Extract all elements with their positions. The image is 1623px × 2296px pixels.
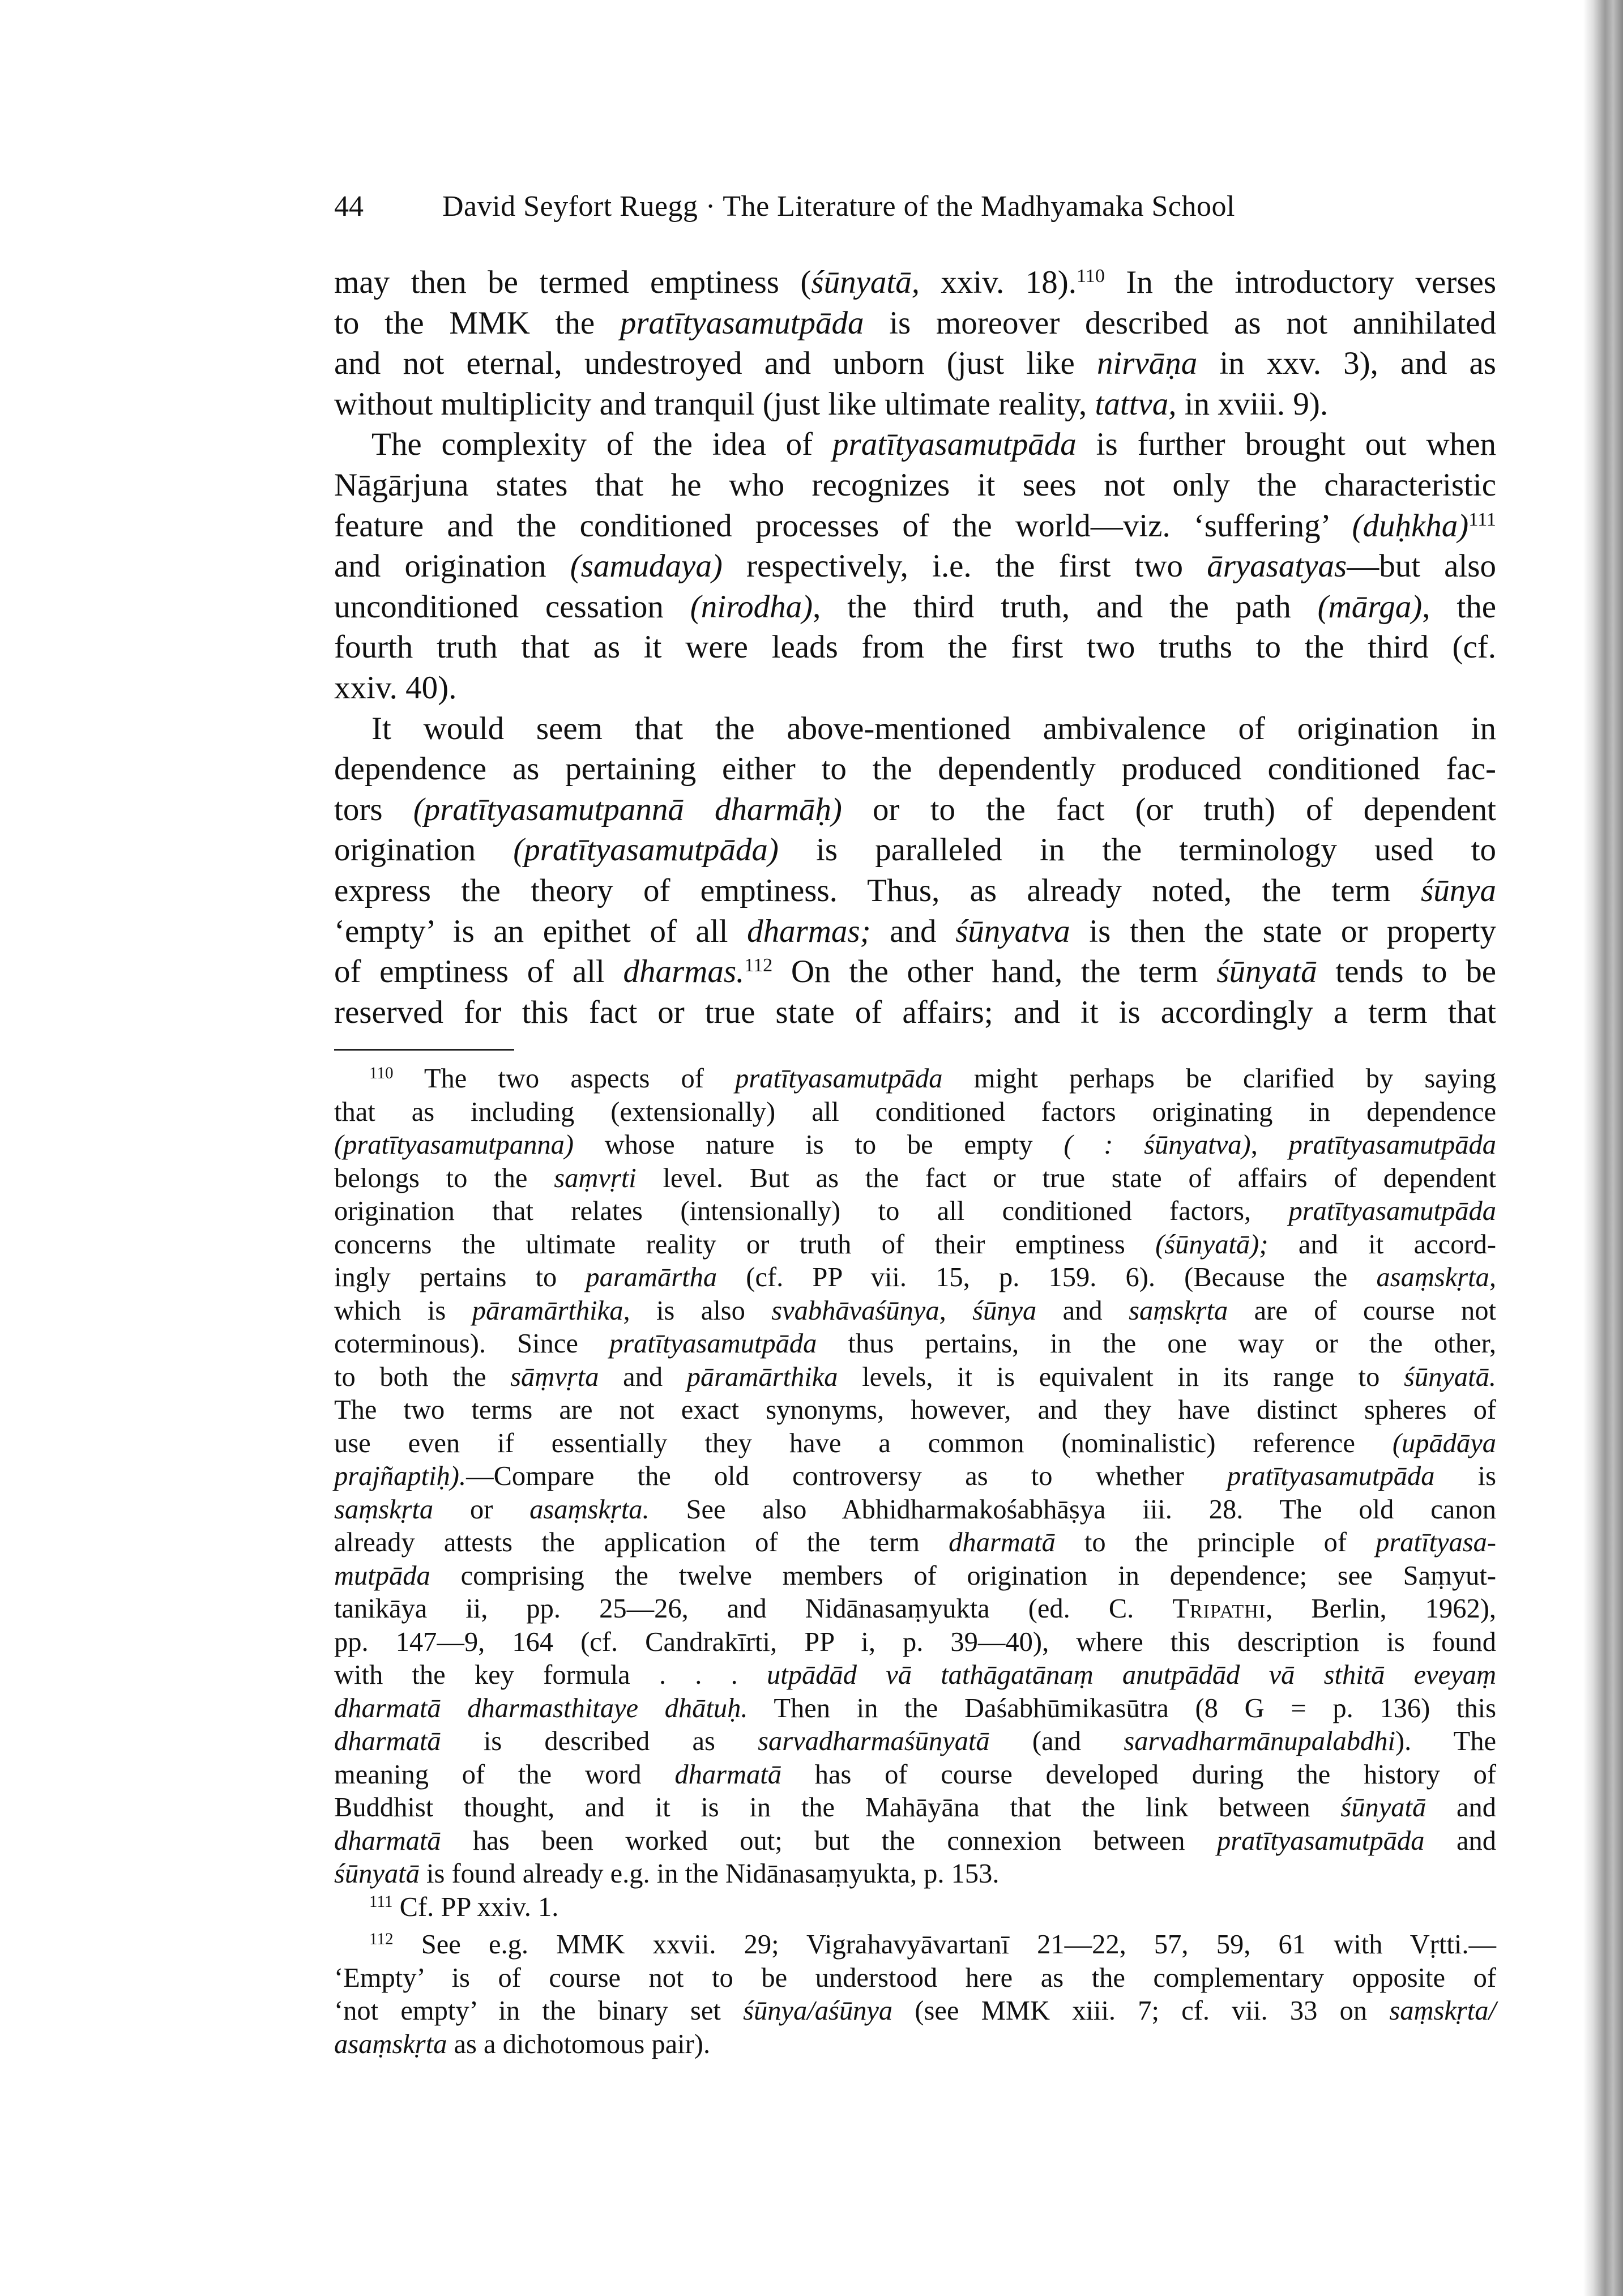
italic-term: śūnya bbox=[1421, 872, 1496, 908]
roman-text: or to the fact (or truth) of dependent bbox=[842, 791, 1497, 827]
text-line bbox=[334, 2028, 1496, 2062]
footnote-marker: 110 bbox=[369, 1064, 394, 1082]
roman-text: unconditioned cessation bbox=[334, 588, 690, 625]
text-line bbox=[334, 1759, 1496, 1792]
roman-text: is also bbox=[630, 1295, 772, 1326]
italic-term: pratītyasamutpāda bbox=[620, 305, 864, 341]
roman-text: level. But as the fact or true state of affairs of dependent bbox=[636, 1163, 1496, 1193]
italic-term: saṃskṛta bbox=[334, 1494, 434, 1525]
text-line bbox=[334, 1427, 1496, 1461]
roman-text: xxiv. 40). bbox=[334, 669, 457, 706]
roman-text: Nāgārjuna states that he who recognizes it sees not only the characteristic bbox=[334, 467, 1496, 503]
roman-text: —but also bbox=[1347, 548, 1496, 584]
italic-term: (pratītyasamutpanna) bbox=[334, 1130, 574, 1160]
footnote bbox=[334, 1928, 1496, 2061]
italic-term: pratītyasamutpāda bbox=[1217, 1825, 1425, 1856]
roman-text: and not eternal, undestroyed and unborn (just like bbox=[334, 345, 1097, 382]
text-line bbox=[334, 911, 1496, 952]
roman-text: In the introductory verses bbox=[1104, 264, 1496, 300]
italic-term: pratītyasa- bbox=[1376, 1527, 1496, 1557]
roman-text: origination that relates (intensionally) to all conditioned factors, bbox=[334, 1196, 1289, 1226]
italic-term: asaṃskṛta. bbox=[529, 1494, 650, 1525]
roman-text: and bbox=[1036, 1295, 1129, 1326]
italic-term: (nirodha) bbox=[690, 588, 813, 625]
italic-term: śūnyatā bbox=[1216, 954, 1317, 990]
roman-text: of emptiness of all bbox=[334, 954, 623, 990]
roman-text: reserved for this fact or true state of affairs; and it is accordingly a term that bbox=[334, 994, 1496, 1030]
text-line bbox=[334, 830, 1496, 870]
footnotes bbox=[334, 1062, 1496, 2061]
roman-text: , the bbox=[1422, 588, 1497, 625]
text-line bbox=[334, 749, 1496, 789]
roman-text: use even if essentially they have a common (nominalistic) reference bbox=[334, 1428, 1393, 1458]
italic-term: saṃskṛta/ bbox=[1389, 1996, 1496, 2026]
main-text bbox=[334, 262, 1496, 1032]
italic-term: śūnyatā. bbox=[1403, 1362, 1496, 1392]
roman-text: coterminous). Since bbox=[334, 1329, 609, 1359]
running-header bbox=[334, 190, 1501, 224]
roman-text: (cf. PP vii. 15, p. 159. 6). (Because the bbox=[717, 1262, 1377, 1292]
roman-text: Then in the Daśabhūmikasūtra (8 G = p. 136) this bbox=[748, 1693, 1496, 1723]
text-line bbox=[334, 1962, 1496, 1995]
italic-term: pratītyasamutpāda bbox=[735, 1064, 943, 1094]
roman-text: ingly pertains to bbox=[334, 1262, 586, 1292]
scan-binding-edge bbox=[1583, 0, 1623, 2296]
roman-text: tanikāya ii, pp. 25—26, and Nidānasaṃyukta (ed. C. bbox=[334, 1594, 1173, 1624]
roman-text: and it accord- bbox=[1268, 1229, 1496, 1260]
roman-text: fourth truth that as it were leads from the first two truths to the third (cf. bbox=[334, 629, 1496, 665]
roman-text: The complexity of the idea of bbox=[371, 426, 833, 463]
footnote-marker: 111 bbox=[369, 1892, 393, 1911]
text-line bbox=[334, 1295, 1496, 1328]
italic-term: (upādāya bbox=[1392, 1428, 1496, 1458]
text-line bbox=[334, 262, 1496, 303]
text-line bbox=[334, 1825, 1496, 1858]
roman-text: concerns the ultimate reality or truth of their emptiness bbox=[334, 1229, 1156, 1260]
text-line bbox=[334, 1460, 1496, 1493]
roman-text: without multiplicity and tranquil (just like ultimate reality, bbox=[334, 386, 1095, 422]
italic-term: (duḥkha) bbox=[1352, 507, 1469, 544]
roman-text: has of course developed during the history of bbox=[781, 1759, 1496, 1790]
italic-term: āryasatyas bbox=[1207, 548, 1347, 584]
roman-text: —Compare the old controversy as to whether bbox=[466, 1461, 1228, 1491]
text-line bbox=[334, 424, 1496, 465]
roman-text: comprising the twelve members of origination in dependence; see Saṃyut- bbox=[430, 1560, 1496, 1591]
roman-text: to the principle of bbox=[1055, 1527, 1376, 1557]
roman-text: and bbox=[599, 1362, 687, 1392]
text-line bbox=[334, 627, 1496, 668]
text-line bbox=[334, 709, 1496, 749]
text-line bbox=[334, 1195, 1496, 1228]
footnote-marker: 112 bbox=[744, 955, 773, 976]
roman-text: might perhaps be clarified by saying bbox=[942, 1064, 1496, 1094]
italic-term: dharmatā bbox=[334, 1726, 441, 1756]
roman-text: Buddhist thought, and it is in the Mahāyāna that the link between bbox=[334, 1793, 1341, 1823]
roman-text: meaning of the word bbox=[334, 1759, 675, 1790]
italic-term: (pratītyasamutpannā dharmāḥ) bbox=[413, 791, 842, 827]
text-line bbox=[334, 1928, 1496, 1962]
roman-text: is bbox=[1434, 1461, 1496, 1491]
italic-term: svabhāvaśūnya, śūnya bbox=[771, 1295, 1037, 1326]
roman-text: is paralleled in the terminology used to bbox=[778, 832, 1496, 868]
text-line bbox=[334, 1129, 1496, 1162]
roman-text: in xxv. 3), and as bbox=[1197, 345, 1496, 382]
roman-text: ‘not empty’ in the binary set bbox=[334, 1996, 744, 2026]
italic-term: śūnyatva bbox=[955, 913, 1070, 949]
roman-text: , Berlin, 1962), bbox=[1266, 1594, 1496, 1624]
roman-text: (see MMK xiii. 7; cf. vii. 33 on bbox=[892, 1996, 1390, 2026]
roman-text: in xviii. 9). bbox=[1176, 386, 1329, 422]
roman-text: See also Abhidharmakośabhāṣya iii. 28. The old canon bbox=[649, 1494, 1496, 1525]
roman-text: It would seem that the above-mentioned ambivalence of origination in bbox=[371, 710, 1496, 746]
italic-term: dharmatā bbox=[674, 1759, 781, 1790]
roman-text: and bbox=[1426, 1793, 1496, 1823]
italic-term: dharmas. bbox=[623, 954, 745, 990]
roman-text: ‘empty’ is an epithet of all bbox=[334, 913, 748, 949]
roman-text: is described as bbox=[441, 1726, 758, 1756]
text-line bbox=[334, 1858, 1496, 1891]
small-caps-name: Tripathi bbox=[1172, 1594, 1266, 1624]
roman-text: and bbox=[1424, 1825, 1496, 1856]
roman-text: has been worked out; but the connexion between bbox=[441, 1825, 1218, 1856]
roman-text: are of course not bbox=[1228, 1295, 1496, 1326]
text-line bbox=[334, 546, 1496, 587]
italic-term: paramārtha bbox=[586, 1262, 717, 1292]
roman-text: thus pertains, in the one way or the other, bbox=[817, 1329, 1497, 1359]
italic-term: saṃskṛta bbox=[1129, 1295, 1228, 1326]
italic-term: (śūnyatā); bbox=[1155, 1229, 1268, 1260]
roman-text: is found already e.g. in the Nidānasaṃyukta, p. 153. bbox=[419, 1859, 1000, 1889]
italic-term: sāṃvṛta bbox=[510, 1362, 599, 1392]
text-line bbox=[334, 668, 1496, 709]
italic-term: dharmas; bbox=[747, 913, 871, 949]
text-line bbox=[334, 1995, 1496, 2028]
text-line bbox=[334, 870, 1496, 911]
text-line bbox=[334, 1891, 1496, 1924]
text-line bbox=[334, 1560, 1496, 1593]
italic-term: pratītyasamutpāda bbox=[1288, 1130, 1497, 1160]
text-line bbox=[334, 343, 1496, 384]
italic-term: asaṃskṛta bbox=[334, 2029, 447, 2059]
page-number: 44 bbox=[334, 190, 364, 223]
text-line bbox=[334, 1526, 1496, 1560]
italic-term: śūnyatā bbox=[334, 1859, 420, 1889]
italic-term: dharmatā bbox=[334, 1825, 441, 1856]
italic-term: asaṃskṛta, bbox=[1376, 1262, 1496, 1292]
roman-text: The two terms are not exact synonyms, however, and they have distinct spheres of bbox=[334, 1395, 1496, 1425]
roman-text: (and bbox=[989, 1726, 1124, 1756]
roman-text: ). The bbox=[1395, 1726, 1496, 1756]
roman-text: See e.g. MMK xxvii. 29; Vigrahavyāvartanī 21—22, 57, 59, 61 with Vṛtti.— bbox=[393, 1930, 1496, 1960]
roman-text: levels, it is equivalent in its range to bbox=[838, 1362, 1404, 1392]
roman-text: tends to be bbox=[1317, 954, 1496, 990]
footnote bbox=[334, 1891, 1496, 1924]
italic-term: utpādād vā tathāgatānaṃ anutpādād vā sthitā eveyaṃ bbox=[767, 1660, 1496, 1690]
italic-term: (pratītyasamutpāda) bbox=[513, 832, 779, 868]
roman-text: may then be termed emptiness ( bbox=[334, 264, 812, 300]
text-line bbox=[334, 1394, 1496, 1427]
italic-term: nirvāṇa bbox=[1096, 345, 1198, 382]
italic-term: pāramārthika, bbox=[472, 1295, 630, 1326]
roman-text: The two aspects of bbox=[393, 1064, 736, 1094]
text-line bbox=[334, 1096, 1496, 1129]
roman-text: respectively, i.e. the first two bbox=[722, 548, 1207, 584]
text-line bbox=[334, 587, 1496, 628]
roman-text: that as including (extensionally) all conditioned factors originating in dependence bbox=[334, 1096, 1496, 1127]
roman-text: ‘Empty’ is of course not to be understood here as the complementary opposite of bbox=[334, 1962, 1496, 1993]
text-line bbox=[334, 303, 1496, 344]
footnote-marker: 111 bbox=[1468, 509, 1496, 530]
italic-term: śūnyatā, bbox=[811, 264, 920, 300]
roman-text: is further brought out when bbox=[1076, 426, 1496, 463]
roman-text: whose nature is to be empty bbox=[574, 1130, 1064, 1160]
text-line bbox=[334, 1725, 1496, 1759]
running-title: David Seyfort Ruegg · The Literature of the Madhyamaka School bbox=[442, 190, 1235, 223]
roman-text: as a dichotomous pair). bbox=[447, 2029, 711, 2059]
italic-term: śūnya/aśūnya bbox=[743, 1996, 893, 2026]
footnote-rule bbox=[334, 1049, 514, 1051]
text-line bbox=[334, 789, 1496, 830]
roman-text: is moreover described as not annihilated bbox=[864, 305, 1496, 341]
italic-term: pratītyasamutpāda bbox=[832, 426, 1077, 463]
roman-text: feature and the conditioned processes of the world—viz. ‘suffering’ bbox=[334, 507, 1352, 544]
roman-text: with the key formula . . . bbox=[334, 1660, 767, 1690]
italic-term: prajñaptiḥ). bbox=[334, 1461, 467, 1491]
roman-text: to the MMK the bbox=[334, 305, 620, 341]
footnote-marker: 112 bbox=[369, 1930, 394, 1948]
text-line bbox=[334, 1659, 1496, 1692]
text-line bbox=[334, 1328, 1496, 1361]
text-line bbox=[334, 1062, 1496, 1096]
italic-term: pāramārthika bbox=[686, 1362, 838, 1392]
roman-text: tors bbox=[334, 791, 413, 827]
italic-term: sarvadharmānupalabdhi bbox=[1124, 1726, 1395, 1756]
italic-term: tattva, bbox=[1095, 386, 1177, 422]
roman-text: dependence as pertaining either to the dependently produced conditioned fac- bbox=[334, 751, 1496, 787]
roman-text: which is bbox=[334, 1295, 472, 1326]
roman-text: and origination bbox=[334, 548, 570, 584]
italic-term: mutpāda bbox=[334, 1560, 430, 1591]
text-line bbox=[334, 1228, 1496, 1262]
text-line bbox=[334, 1361, 1496, 1394]
roman-text: xxiv. 18). bbox=[919, 264, 1077, 300]
italic-term: dharmatā bbox=[949, 1527, 1056, 1557]
text-line bbox=[334, 465, 1496, 506]
text-line bbox=[334, 1493, 1496, 1527]
text-line bbox=[334, 1791, 1496, 1825]
paragraph bbox=[334, 424, 1496, 708]
text-line bbox=[334, 1626, 1496, 1659]
roman-text: , the third truth, and the path bbox=[813, 588, 1318, 625]
roman-text: On the other hand, the term bbox=[772, 954, 1217, 990]
italic-term: ( : śūnyatva) bbox=[1064, 1130, 1251, 1160]
italic-term: pratītyasamutpāda bbox=[609, 1329, 817, 1359]
italic-term: (samudaya) bbox=[570, 548, 723, 584]
text-line bbox=[334, 1261, 1496, 1295]
paragraph bbox=[334, 262, 1496, 424]
text-line bbox=[334, 506, 1496, 547]
roman-text: , bbox=[1250, 1130, 1289, 1160]
text-line bbox=[334, 992, 1496, 1033]
roman-text: is then the state or property bbox=[1070, 913, 1496, 949]
text-line bbox=[334, 1593, 1496, 1626]
italic-term: śūnyatā bbox=[1340, 1793, 1426, 1823]
roman-text: Cf. PP xxiv. 1. bbox=[392, 1892, 559, 1922]
roman-text: express the theory of emptiness. Thus, as already noted, the term bbox=[334, 872, 1421, 908]
roman-text: to both the bbox=[334, 1362, 511, 1392]
roman-text: already attests the application of the term bbox=[334, 1527, 949, 1557]
italic-term: (mārga) bbox=[1317, 588, 1423, 625]
italic-term: sarvadharmaśūnyatā bbox=[758, 1726, 990, 1756]
text-line bbox=[334, 1692, 1496, 1726]
roman-text: or bbox=[433, 1494, 530, 1525]
italic-term: saṃvṛti bbox=[554, 1163, 637, 1193]
paragraph bbox=[334, 709, 1496, 1033]
text-line bbox=[334, 1162, 1496, 1196]
roman-text: pp. 147—9, 164 (cf. Candrakīrti, PP i, p. 39—40), where this description is found bbox=[334, 1627, 1496, 1657]
footnote-marker: 110 bbox=[1076, 266, 1105, 287]
roman-text: and bbox=[870, 913, 956, 949]
roman-text: belongs to the bbox=[334, 1163, 554, 1193]
footnote bbox=[334, 1062, 1496, 1891]
text-line bbox=[334, 951, 1496, 992]
italic-term: pratītyasamutpāda bbox=[1227, 1461, 1435, 1491]
italic-term: dharmatā dharmasthitaye dhātuḥ. bbox=[334, 1693, 748, 1723]
roman-text: origination bbox=[334, 832, 514, 868]
italic-term: pratītyasamutpāda bbox=[1288, 1196, 1496, 1226]
text-line bbox=[334, 384, 1496, 425]
